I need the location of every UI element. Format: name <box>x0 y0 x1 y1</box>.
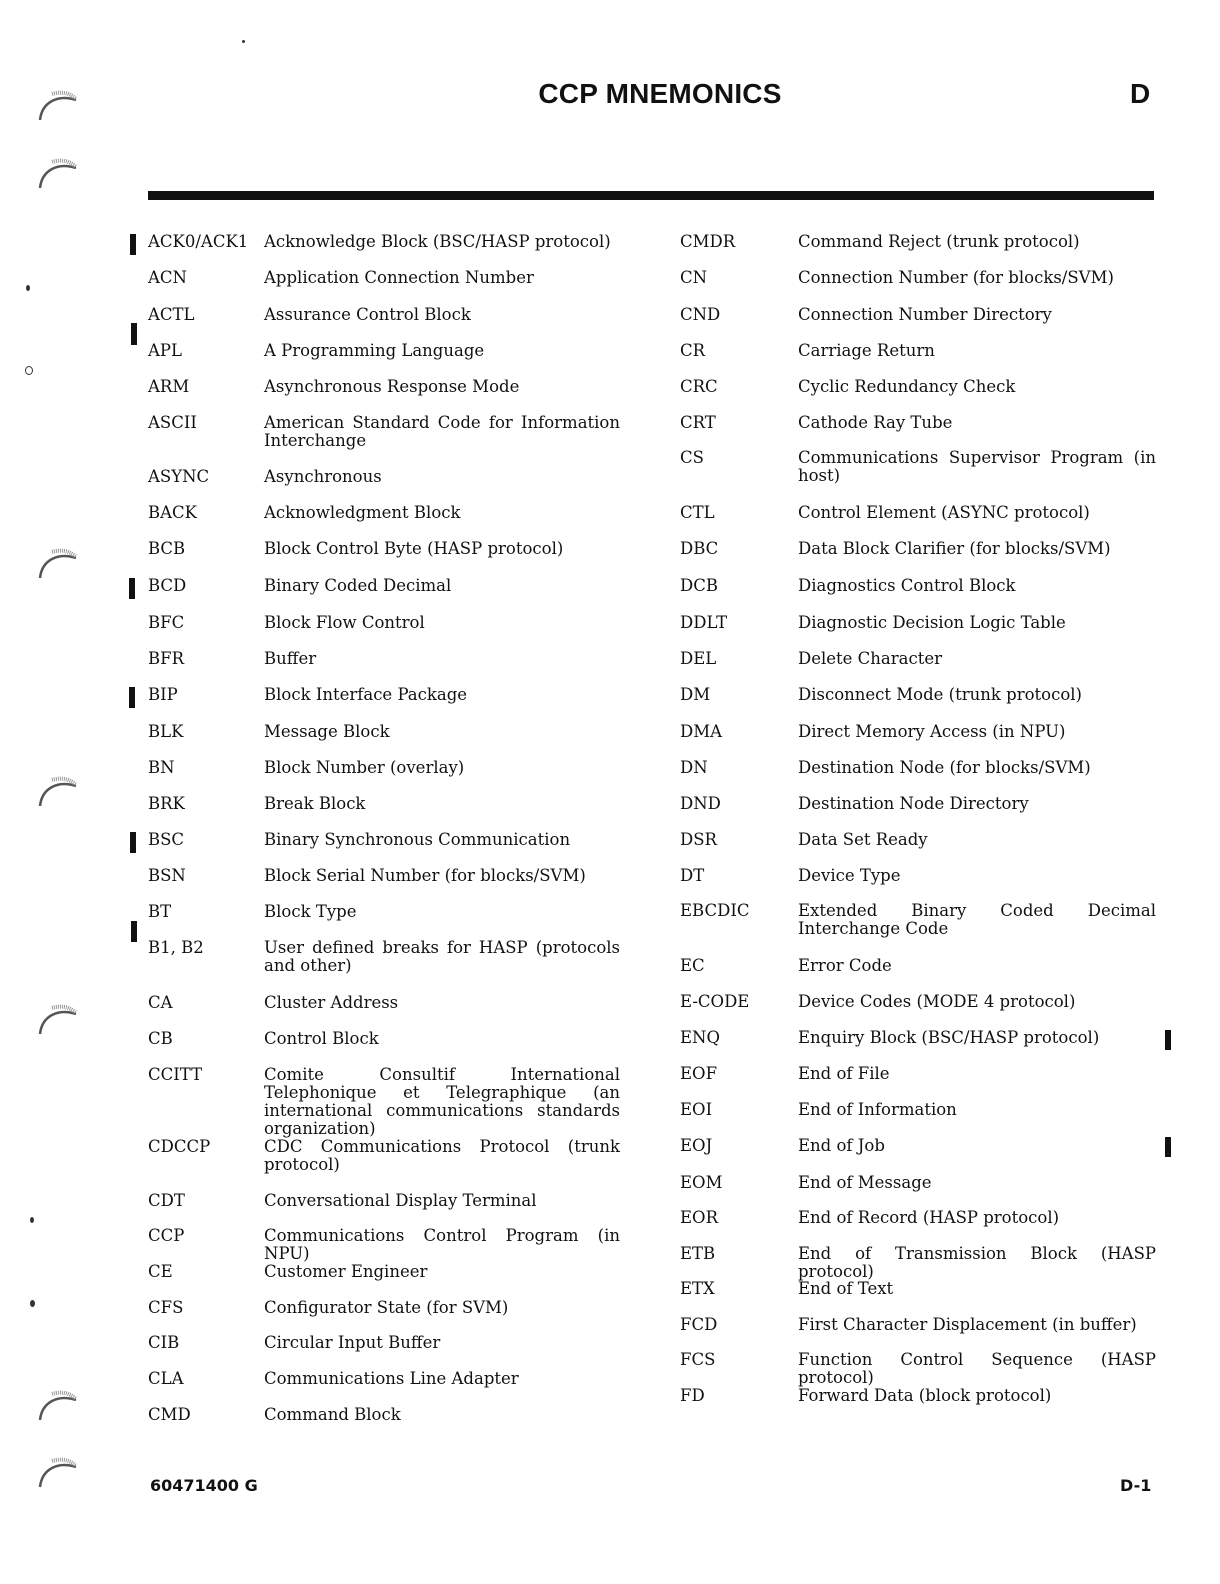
mnemonic-abbreviation: CIB <box>148 1333 180 1352</box>
mnemonic-definition: End of Message <box>798 1173 932 1192</box>
mnemonic-definition: End of Record (HASP protocol) <box>798 1208 1060 1227</box>
mnemonic-definition: Binary Synchronous Communication <box>264 830 571 849</box>
mnemonic-definition: Message Block <box>264 722 390 741</box>
mnemonic-definition: Communications Control Program (in NPU) <box>264 1226 620 1263</box>
mnemonic-abbreviation: CMDR <box>680 232 736 251</box>
binder-hole-mark <box>36 546 78 580</box>
mnemonic-abbreviation: BFC <box>148 613 185 632</box>
mnemonic-entry <box>680 614 1156 632</box>
mnemonic-entry <box>148 269 623 287</box>
mnemonic-entry <box>148 577 623 595</box>
mnemonic-entry <box>148 1334 623 1352</box>
mnemonic-definition: Control Element (ASYNC protocol) <box>798 503 1090 522</box>
mnemonic-entry <box>148 831 623 849</box>
change-bar <box>129 687 135 708</box>
mnemonic-definition: Cyclic Redundancy Check <box>798 377 1016 396</box>
mnemonic-abbreviation: ASYNC <box>148 467 210 486</box>
mnemonic-definition: Acknowledge Block (BSC/HASP protocol) <box>264 232 611 251</box>
mnemonic-abbreviation: DDLT <box>680 613 728 632</box>
mnemonic-abbreviation: BRK <box>148 794 185 813</box>
mnemonic-entry <box>148 795 623 813</box>
binder-hole-mark <box>36 1002 78 1036</box>
mnemonic-definition: End of Text <box>798 1279 894 1298</box>
mnemonic-abbreviation: CRT <box>680 413 716 432</box>
mnemonic-abbreviation: DN <box>680 758 708 777</box>
mnemonic-abbreviation: B1, B2 <box>148 938 204 957</box>
mnemonic-definition: Disconnect Mode (trunk protocol) <box>798 685 1082 704</box>
mnemonic-abbreviation: BSC <box>148 830 185 849</box>
mnemonic-abbreviation: CE <box>148 1262 173 1281</box>
mnemonic-abbreviation: BT <box>148 902 172 921</box>
mnemonic-abbreviation: ETB <box>680 1244 716 1263</box>
mnemonic-definition: Destination Node (for blocks/SVM) <box>798 758 1091 777</box>
mnemonic-entry <box>680 1209 1156 1227</box>
scan-speck <box>242 40 245 43</box>
mnemonic-abbreviation: BCD <box>148 576 187 595</box>
mnemonic-definition: Asynchronous Response Mode <box>264 377 520 396</box>
mnemonic-entry <box>148 378 623 396</box>
mnemonic-abbreviation: DCB <box>680 576 718 595</box>
mnemonic-definition: Carriage Return <box>798 341 935 360</box>
binder-hole-mark <box>36 1388 78 1422</box>
mnemonic-abbreviation: ACN <box>148 268 187 287</box>
mnemonic-definition: Comite Consultif International Telephonique et Telegraphique (an international communications standards organization) <box>264 1065 620 1138</box>
mnemonic-definition: Device Codes (MODE 4 protocol) <box>798 992 1076 1011</box>
mnemonic-entry <box>680 1280 1156 1298</box>
mnemonic-abbreviation: ACTL <box>148 305 195 324</box>
mnemonic-abbreviation: CR <box>680 341 706 360</box>
mnemonic-definition: Buffer <box>264 649 317 668</box>
mnemonic-abbreviation: EOM <box>680 1173 723 1192</box>
mnemonic-entry <box>680 902 1156 938</box>
mnemonic-abbreviation: CN <box>680 268 708 287</box>
mnemonic-entry <box>680 1101 1156 1119</box>
mnemonic-definition: Communications Supervisor Program (in host) <box>798 448 1156 485</box>
mnemonic-entry <box>680 269 1156 287</box>
mnemonic-abbreviation: CA <box>148 993 173 1012</box>
mnemonic-abbreviation: BCB <box>148 539 186 558</box>
scan-speck <box>30 1217 34 1223</box>
mnemonic-entry <box>148 1299 623 1317</box>
title-rule <box>148 191 1154 200</box>
mnemonic-definition: Function Control Sequence (HASP protocol) <box>798 1350 1156 1387</box>
mnemonic-definition: Extended Binary Coded Decimal Interchange Code <box>798 901 1156 938</box>
mnemonic-abbreviation: CRC <box>680 377 718 396</box>
mnemonic-entry <box>148 342 623 360</box>
mnemonic-abbreviation: DND <box>680 794 721 813</box>
mnemonic-entry <box>680 1174 1156 1192</box>
change-bar <box>1165 1030 1171 1050</box>
mnemonic-definition: Destination Node Directory <box>798 794 1029 813</box>
mnemonic-entry <box>680 1137 1156 1155</box>
mnemonic-entry <box>680 650 1156 668</box>
mnemonic-entry <box>680 1351 1156 1387</box>
change-bar <box>129 578 135 599</box>
mnemonic-abbreviation: EOJ <box>680 1136 713 1155</box>
change-bar <box>1165 1137 1171 1157</box>
binder-hole-mark <box>36 88 78 122</box>
mnemonic-abbreviation: CS <box>680 448 704 467</box>
mnemonic-definition: Device Type <box>798 866 901 885</box>
mnemonic-abbreviation: ASCII <box>148 413 197 432</box>
mnemonic-entry <box>148 1406 623 1424</box>
mnemonic-entry <box>680 1245 1156 1281</box>
mnemonic-entry <box>680 795 1156 813</box>
mnemonic-definition: Application Connection Number <box>264 268 534 287</box>
mnemonic-definition: Conversational Display Terminal <box>264 1191 537 1210</box>
binder-hole-mark <box>36 156 78 190</box>
mnemonic-entry <box>148 306 623 324</box>
mnemonic-entry <box>680 378 1156 396</box>
mnemonic-definition: Binary Coded Decimal <box>264 576 452 595</box>
mnemonic-abbreviation: ACK0/ACK1 <box>148 232 249 251</box>
mnemonic-entry <box>680 993 1156 1011</box>
change-bar <box>131 323 137 345</box>
mnemonic-entry <box>148 1227 623 1263</box>
mnemonic-entry <box>148 1138 623 1174</box>
binder-hole-mark <box>36 774 78 808</box>
mnemonic-entry <box>680 414 1156 432</box>
mnemonic-definition: CDC Communications Protocol (trunk protocol) <box>264 1137 620 1174</box>
mnemonic-definition: Delete Character <box>798 649 943 668</box>
mnemonic-entry <box>148 414 623 450</box>
mnemonic-definition: First Character Displacement (in buffer) <box>798 1315 1137 1334</box>
mnemonic-entry <box>680 1029 1156 1047</box>
mnemonic-entry <box>680 867 1156 885</box>
mnemonic-definition: End of Transmission Block (HASP protocol) <box>798 1244 1156 1281</box>
mnemonic-definition: Enquiry Block (BSC/HASP protocol) <box>798 1028 1100 1047</box>
mnemonic-abbreviation: EBCDIC <box>680 901 750 920</box>
mnemonic-definition: Communications Line Adapter <box>264 1369 519 1388</box>
change-bar <box>130 832 136 853</box>
mnemonic-entry <box>148 723 623 741</box>
mnemonic-abbreviation: DMA <box>680 722 723 741</box>
mnemonic-definition: Diagnostics Control Block <box>798 576 1016 595</box>
mnemonic-definition: Direct Memory Access (in NPU) <box>798 722 1066 741</box>
mnemonic-abbreviation: CDCCP <box>148 1137 211 1156</box>
mnemonic-entry <box>148 650 623 668</box>
mnemonic-abbreviation: DSR <box>680 830 717 849</box>
mnemonic-entry <box>148 504 623 522</box>
mnemonic-abbreviation: BIP <box>148 685 178 704</box>
mnemonic-definition: End of File <box>798 1064 890 1083</box>
mnemonic-abbreviation: CND <box>680 305 721 324</box>
mnemonic-abbreviation: DEL <box>680 649 717 668</box>
mnemonic-definition: Connection Number (for blocks/SVM) <box>798 268 1114 287</box>
mnemonic-abbreviation: DBC <box>680 539 719 558</box>
mnemonic-definition: Block Control Byte (HASP protocol) <box>264 539 564 558</box>
page-number: D-1 <box>1120 1476 1152 1495</box>
mnemonic-abbreviation: CTL <box>680 503 715 522</box>
document-number: 60471400 G <box>150 1476 258 1495</box>
change-bar <box>131 921 137 942</box>
mnemonic-entry <box>148 1066 623 1138</box>
mnemonic-abbreviation: CCP <box>148 1226 185 1245</box>
mnemonic-entry <box>680 1316 1156 1334</box>
mnemonic-definition: Data Set Ready <box>798 830 928 849</box>
mnemonic-entry <box>148 686 623 704</box>
mnemonic-definition: Block Flow Control <box>264 613 425 632</box>
mnemonic-abbreviation: FCS <box>680 1350 716 1369</box>
change-bar <box>130 234 136 255</box>
mnemonic-definition: Forward Data (block protocol) <box>798 1386 1052 1405</box>
mnemonic-abbreviation: CDT <box>148 1191 185 1210</box>
mnemonic-definition: Block Interface Package <box>264 685 468 704</box>
mnemonic-abbreviation: E-CODE <box>680 992 750 1011</box>
mnemonic-abbreviation: CB <box>148 1029 173 1048</box>
mnemonic-entry <box>148 233 623 251</box>
page-title: CCP MNEMONICS <box>538 78 782 109</box>
mnemonic-entry <box>148 994 623 1012</box>
mnemonic-abbreviation: ENQ <box>680 1028 721 1047</box>
mnemonic-entry <box>148 1263 623 1281</box>
mnemonic-definition: Configurator State (for SVM) <box>264 1298 509 1317</box>
mnemonic-abbreviation: CFS <box>148 1298 184 1317</box>
mnemonic-entry <box>680 233 1156 251</box>
mnemonic-definition: American Standard Code for Information Interchange <box>264 413 620 450</box>
mnemonic-definition: Block Serial Number (for blocks/SVM) <box>264 866 586 885</box>
mnemonic-definition: Block Number (overlay) <box>264 758 465 777</box>
mnemonic-entry <box>148 1030 623 1048</box>
scan-speck <box>25 366 33 375</box>
mnemonic-abbreviation: BSN <box>148 866 186 885</box>
mnemonic-entry <box>148 614 623 632</box>
mnemonic-entry <box>148 1192 623 1210</box>
mnemonic-definition: A Programming Language <box>264 341 485 360</box>
mnemonic-entry <box>148 540 623 558</box>
mnemonic-abbreviation: DT <box>680 866 705 885</box>
mnemonic-abbreviation: EOF <box>680 1064 718 1083</box>
mnemonic-definition: Customer Engineer <box>264 1262 428 1281</box>
mnemonic-definition: Cluster Address <box>264 993 399 1012</box>
mnemonic-abbreviation: ARM <box>148 377 190 396</box>
mnemonic-definition: Circular Input Buffer <box>264 1333 441 1352</box>
mnemonic-definition: Diagnostic Decision Logic Table <box>798 613 1066 632</box>
mnemonic-definition: Break Block <box>264 794 366 813</box>
mnemonic-entry <box>148 939 623 975</box>
mnemonic-definition: Connection Number Directory <box>798 305 1052 324</box>
mnemonic-entry <box>148 468 623 486</box>
mnemonic-entry <box>680 540 1156 558</box>
mnemonic-definition: Command Reject (trunk protocol) <box>798 232 1080 251</box>
mnemonic-abbreviation: BN <box>148 758 175 777</box>
mnemonic-abbreviation: BLK <box>148 722 184 741</box>
mnemonic-definition: Command Block <box>264 1405 401 1424</box>
mnemonic-abbreviation: CMD <box>148 1405 191 1424</box>
mnemonic-entry <box>148 867 623 885</box>
mnemonic-abbreviation: EOR <box>680 1208 718 1227</box>
mnemonic-entry <box>148 1370 623 1388</box>
mnemonic-entry <box>680 831 1156 849</box>
mnemonic-entry <box>680 449 1156 485</box>
mnemonic-definition: User defined breaks for HASP (protocols and other) <box>264 938 620 975</box>
mnemonic-definition: Assurance Control Block <box>264 305 471 324</box>
mnemonic-entry <box>680 1065 1156 1083</box>
mnemonic-abbreviation: BFR <box>148 649 184 668</box>
mnemonic-entry <box>680 759 1156 777</box>
mnemonic-abbreviation: BACK <box>148 503 197 522</box>
mnemonic-entry <box>148 903 623 921</box>
mnemonic-definition: Acknowledgment Block <box>264 503 461 522</box>
mnemonic-entry <box>680 342 1156 360</box>
mnemonic-entry <box>680 577 1156 595</box>
mnemonic-definition: End of Information <box>798 1100 957 1119</box>
scan-speck <box>26 285 30 291</box>
scan-speck <box>30 1300 35 1307</box>
mnemonic-entry <box>680 1387 1156 1405</box>
mnemonic-abbreviation: FCD <box>680 1315 718 1334</box>
mnemonic-abbreviation: FD <box>680 1386 705 1405</box>
mnemonic-definition: Error Code <box>798 956 892 975</box>
mnemonic-definition: Cathode Ray Tube <box>798 413 953 432</box>
mnemonic-abbreviation: EC <box>680 956 705 975</box>
mnemonic-abbreviation: APL <box>148 341 182 360</box>
mnemonic-abbreviation: CCITT <box>148 1065 203 1084</box>
mnemonic-definition: End of Job <box>798 1136 885 1155</box>
mnemonic-definition: Data Block Clarifier (for blocks/SVM) <box>798 539 1111 558</box>
mnemonic-entry <box>680 723 1156 741</box>
mnemonic-definition: Asynchronous <box>264 467 382 486</box>
mnemonic-entry <box>680 957 1156 975</box>
mnemonic-abbreviation: CLA <box>148 1369 184 1388</box>
appendix-letter: D <box>1130 78 1151 109</box>
mnemonic-abbreviation: EOI <box>680 1100 713 1119</box>
mnemonic-entry <box>680 686 1156 704</box>
mnemonic-abbreviation: ETX <box>680 1279 715 1298</box>
mnemonic-entry <box>680 504 1156 522</box>
mnemonic-entry <box>680 306 1156 324</box>
mnemonic-definition: Control Block <box>264 1029 379 1048</box>
mnemonic-entry <box>148 759 623 777</box>
binder-hole-mark <box>36 1455 78 1489</box>
mnemonic-definition: Block Type <box>264 902 357 921</box>
mnemonic-abbreviation: DM <box>680 685 711 704</box>
